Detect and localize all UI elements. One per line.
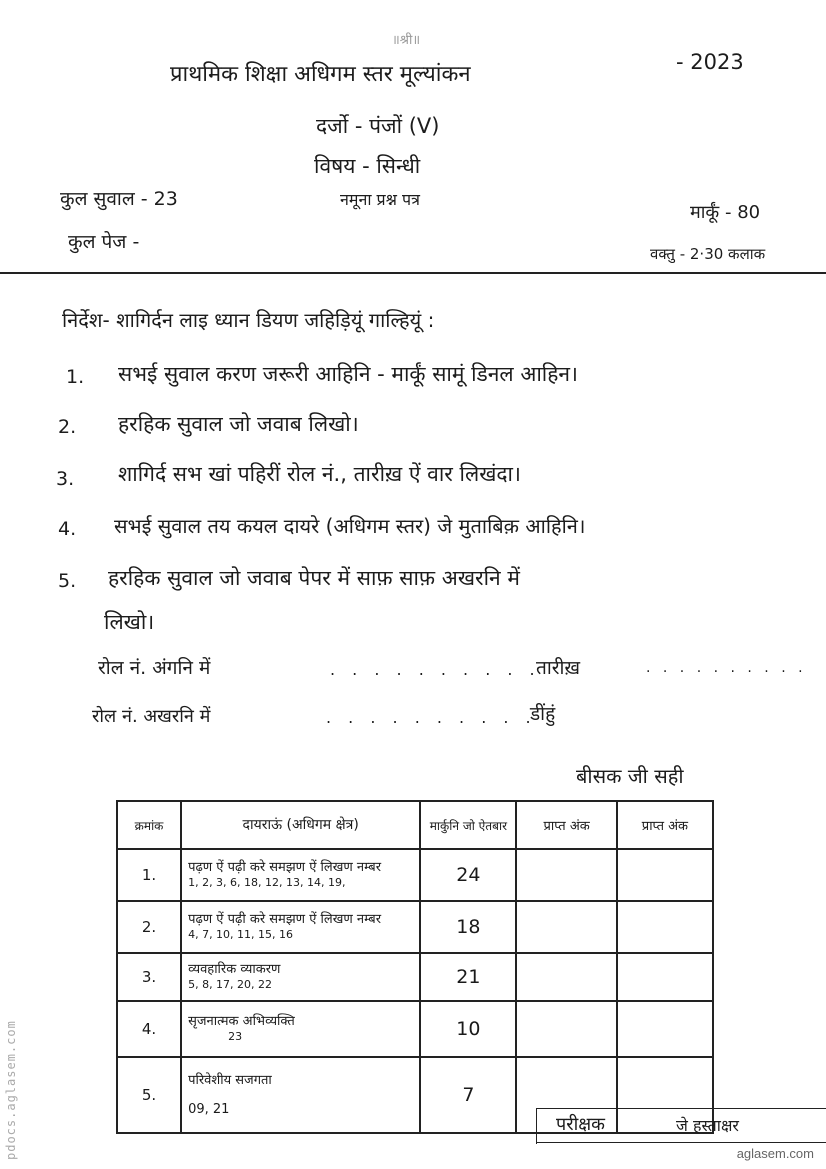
- instruction-text-5: हरहिक सुवाल जो जवाब पेपर में साफ़ साफ़ अखरनि में: [108, 566, 520, 590]
- row-obtained: [516, 849, 616, 901]
- roll-words-label: रोल नं. अखरनि में: [92, 706, 211, 727]
- row-area-title: सृजनात्मक अभिव्यक्ति: [188, 1014, 295, 1029]
- marks-table: [116, 800, 714, 1134]
- row-number: 2.: [117, 901, 181, 953]
- instruction-text-2: हरहिक सुवाल जो जवाब लिखो।: [118, 412, 359, 436]
- row-obtained: [516, 901, 616, 953]
- row-area-questions: 1, 2, 3, 6, 18, 12, 13, 14, 19,: [188, 876, 346, 889]
- row-area-questions: 5, 8, 17, 20, 22: [188, 978, 273, 991]
- row-area: [181, 849, 420, 901]
- table-row: [117, 953, 713, 1001]
- col-header-obtained-2: प्राप्त अंक: [617, 801, 713, 849]
- row-obtained-2: [617, 849, 713, 901]
- top-mark: ॥श्री॥: [392, 33, 421, 48]
- table-row: [117, 901, 713, 953]
- row-number: 4.: [117, 1001, 181, 1057]
- footer-wish: बीसक जी सही: [576, 764, 684, 788]
- examiner-label: परीक्षक: [556, 1114, 605, 1135]
- row-area-questions: 4, 7, 10, 11, 15, 16: [188, 928, 294, 941]
- row-number: 5.: [117, 1057, 181, 1133]
- exam-time: वक्तु - 2·30 कलाक: [650, 245, 766, 263]
- signature-divider: [536, 1108, 537, 1144]
- table-row: [117, 1001, 713, 1057]
- row-marks: 24: [420, 849, 516, 901]
- examiner-signature: जे हस्ताक्षर: [676, 1116, 739, 1135]
- row-marks: 21: [420, 953, 516, 1001]
- row-area-title: पढ़ण ऐं पढ़ी करे समझण ऐं लिखण नम्बर: [188, 912, 382, 927]
- row-area-title: परिवेशीय सजगता: [188, 1073, 272, 1088]
- row-marks: 18: [420, 901, 516, 953]
- instruction-num-5: 5.: [58, 570, 77, 592]
- class-line: दर्जो - पंजों (V): [316, 114, 440, 138]
- total-marks: मार्कूं - 80: [690, 202, 761, 223]
- table-row: [117, 1057, 713, 1133]
- instruction-text-3: शागिर्द सभ खां पहिरीं रोल नं., तारीख़ ऐं वार लिखंदा।: [118, 462, 521, 486]
- exam-title: प्राथमिक शिक्षा अधिगम स्तर मूल्यांकन: [170, 62, 471, 87]
- row-area-questions: 23: [228, 1030, 243, 1043]
- paper-type: नमूना प्रश्न पत्र: [340, 190, 420, 209]
- instruction-num-3: 3.: [56, 468, 75, 490]
- signature-line-bottom: [536, 1142, 826, 1143]
- row-marks: 7: [420, 1057, 516, 1133]
- row-area: [181, 1001, 420, 1057]
- col-header-area: दायराऊं (अधिगम क्षेत्र): [181, 801, 420, 849]
- instruction-num-2: 2.: [58, 416, 77, 438]
- instruction-text-1: सभई सुवाल करण जरूरी आहिनि - मार्कूं सामूं डिनल आहिन।: [118, 362, 578, 386]
- table-row: [117, 849, 713, 901]
- total-questions: कुल सुवाल - 23: [60, 188, 178, 210]
- instructions-heading: निर्देश- शागिर्दन लाइ ध्यान डियण जहिड़ियूं गाल्हियूं :: [62, 308, 435, 332]
- row-obtained: [516, 953, 616, 1001]
- row-area: [181, 1057, 420, 1133]
- row-number: 1.: [117, 849, 181, 901]
- row-obtained-2: [617, 953, 713, 1001]
- row-obtained: [516, 1001, 616, 1057]
- exam-year: - 2023: [676, 50, 744, 74]
- row-obtained-2: [617, 1001, 713, 1057]
- row-obtained-2: [617, 901, 713, 953]
- date-dots: . . . . . . . . . .: [646, 660, 807, 676]
- row-area-title: पढ़ण ऐं पढ़ी करे समझण ऐं लिखण नम्बर: [188, 860, 382, 875]
- row-marks: 10: [420, 1001, 516, 1057]
- instruction-text-4: सभई सुवाल तय कयल दायरे (अधिगम स्तर) जे मुताबिक़ आहिनि।: [114, 514, 586, 538]
- signature-line-top: [536, 1108, 826, 1109]
- row-number: 3.: [117, 953, 181, 1001]
- col-header-marks: मार्कुनि जो ऐतबार: [420, 801, 516, 849]
- table-header-row: [117, 801, 713, 849]
- col-header-number: क्रमांक: [117, 801, 181, 849]
- header-divider: [0, 272, 826, 274]
- roll-words-dots: . . . . . . . . . .: [326, 708, 537, 727]
- instruction-num-1: 1.: [66, 366, 85, 388]
- row-area: [181, 953, 420, 1001]
- total-pages: कुल पेज -: [68, 231, 140, 253]
- col-header-obtained: प्राप्त अंक: [516, 801, 616, 849]
- day-label: डींहुं: [530, 703, 556, 725]
- roll-digits-dots: . . . . . . . . . .: [330, 660, 541, 679]
- date-label: तारीख़: [536, 657, 580, 679]
- subject-line: विषय - सिन्धी: [314, 154, 421, 178]
- side-watermark: pdocs.aglasem.com: [4, 1020, 18, 1160]
- instruction-text-5-cont: लिखो।: [104, 610, 155, 634]
- row-area-questions: 09, 21: [188, 1102, 230, 1117]
- roll-digits-label: रोल नं. अंगनि में: [98, 657, 211, 679]
- row-area: [181, 901, 420, 953]
- row-area-title: व्यवहारिक व्याकरण: [188, 962, 281, 977]
- corner-watermark: aglasem.com: [736, 1146, 814, 1161]
- instruction-num-4: 4.: [58, 518, 77, 540]
